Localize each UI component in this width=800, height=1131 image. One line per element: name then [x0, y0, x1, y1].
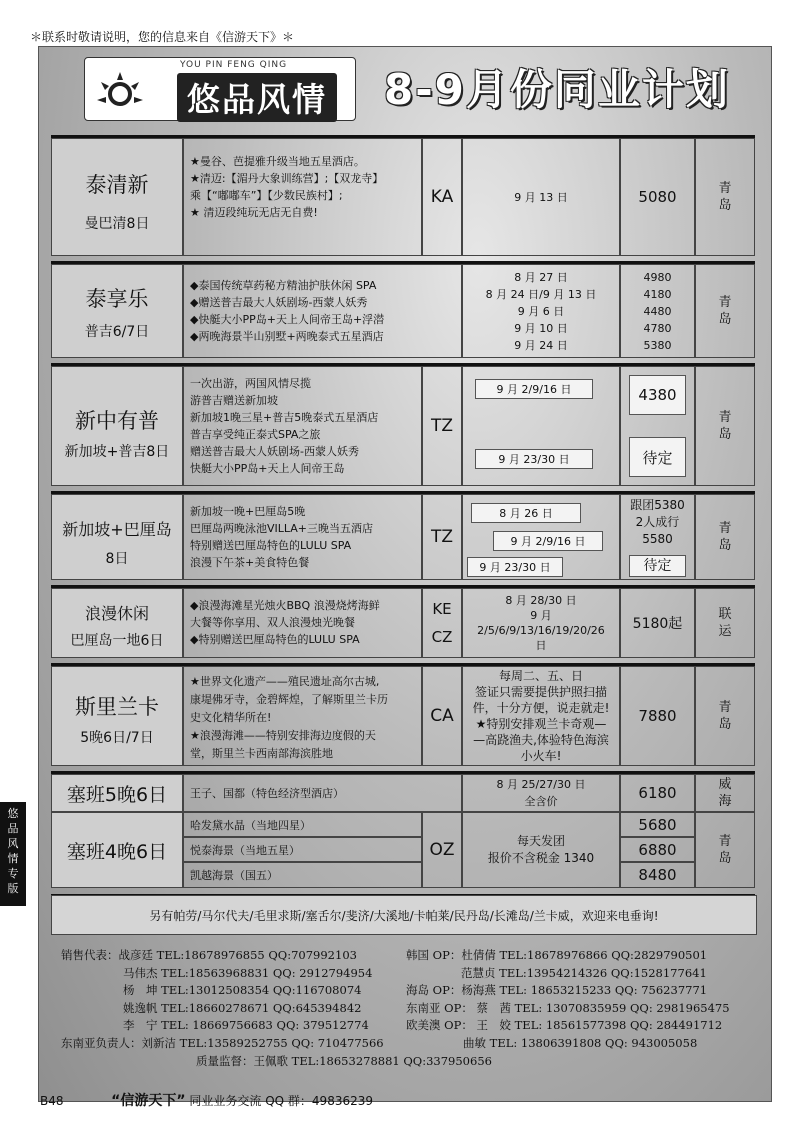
- page-number: B48: [40, 1094, 64, 1108]
- departure-dates: 8 月 28/30 日 9 月 2/5/6/9/13/16/19/20/26 日: [462, 588, 620, 658]
- contact-line: 东南亚 OP： 蔡 茜 TEL: 13070835959 QQ: 2981965475: [406, 1000, 730, 1015]
- group-text: 同业业务交流 QQ 群：49836239: [189, 1094, 374, 1108]
- airline-code: TZ: [422, 494, 462, 580]
- route-desc: ★曼谷、芭提雅升级当地五星酒店。 ★清迈:【湄丹大象训练营】;【双龙寺】 乘【“嘟嘟车”】【少数民族村】; ★ 清迈段纯玩无店无自费!: [183, 138, 422, 256]
- departure-dates: 9 月 13 日: [462, 138, 620, 256]
- route-row-xin-zhong-you-pu: [51, 363, 755, 495]
- prices: 跟团5380 2人成行 5580 待定: [620, 494, 695, 580]
- route-desc: 一次出游，两国风情尽揽 游普吉赠送新加坡 新加坡1晚三星+普吉5晚泰式五星酒店 普吉享受纯正泰式SPA之旅 赠送普吉最大人妖剧场-西蒙人妖秀 快艇大小PP岛+天上人间帝王岛: [183, 366, 422, 486]
- departure-city: 青岛: [695, 494, 755, 580]
- airline-code: KE CZ: [422, 588, 462, 658]
- price: 5080: [620, 138, 695, 256]
- departure-notes: 每周二、五、日 签证只需要提供护照扫描 件，十分方便，说走就走! ★特别安排观兰卡奇观— —高跷渔夫,体验特色海滨 小火车!: [462, 666, 620, 766]
- departure-city: 青岛: [695, 812, 755, 888]
- price: 5680: [620, 812, 695, 837]
- logo-subtitle: YOU PIN FENG QING: [180, 60, 288, 70]
- departure-dates: 8 月 26 日 9 月 2/9/16 日 9 月 23/30 日: [462, 494, 620, 580]
- route-desc: ★世界文化遗产——殖民遗址高尔古城, 康堤佛牙寺，金碧辉煌，了解斯里兰卡历 史文化精华所在! ★浪漫海滩——特别安排海边度假的天 堂，斯里兰卡西南部海滨胜地: [183, 666, 422, 766]
- price: 6180: [620, 774, 695, 812]
- route-row-saipan: [51, 771, 755, 897]
- contact-line: 范慧贞 TEL:13954214326 QQ:1528177641: [461, 965, 707, 980]
- top-note: ＊联系时敬请说明，您的信息来自《信游天下》＊: [30, 30, 295, 44]
- route-row-bali-romance: [51, 585, 755, 667]
- route-name-cell: 泰清新 曼巴清8日: [51, 138, 183, 256]
- route-name-cell: 新加坡+巴厘岛 8日: [51, 494, 183, 580]
- airline-code: KA: [422, 138, 462, 256]
- route-row-tai-qing-xin: [51, 135, 755, 265]
- route-row-tai-xiang-le: [51, 261, 755, 367]
- brand-name: “信游天下”: [111, 1093, 186, 1109]
- departure-city: 青岛: [695, 264, 755, 358]
- route-desc: 新加坡一晚+巴厘岛5晚 巴厘岛两晚泳池VILLA+三晚当五酒店 特别赠送巴厘岛特色的LULU SPA 浪漫下午茶+美食特色餐: [183, 494, 422, 580]
- logo: [84, 57, 356, 121]
- contact-line: 销售代表：战彦廷 TEL:18678976855 QQ:707992103: [61, 948, 357, 962]
- price: 5180起: [620, 588, 695, 658]
- route-row-singapore-bali: [51, 491, 755, 589]
- route-desc: ◆泰国传统草药秘方精油护肤休闲 SPA ◆赠送普吉最大人妖剧场-西蒙人妖秀 ◆快艇大小PP岛+天上人间帝王岛+浮潜 ◆两晚海景半山别墅+两晚泰式五星酒店: [183, 264, 462, 358]
- departure-dates: 8 月 27 日 8 月 24 日/9 月 13 日 9 月 6 日 9 月 10 日 9 月 24 日: [462, 264, 620, 358]
- side-tab: 悠 品 风 情 专 版: [0, 802, 26, 906]
- hotel-option: 哈发黛水晶（当地四星）: [183, 812, 422, 837]
- departure-city: 联运: [695, 588, 755, 658]
- departure-dates: 8 月 25/27/30 日 全含价: [462, 774, 620, 812]
- route-name-cell: 浪漫休闲 巴厘岛一地6日: [51, 588, 183, 658]
- route-desc: 王子、国都（特色经济型酒店）: [183, 774, 462, 812]
- contact-line: 马伟杰 TEL:18563968831 QQ: 2912794954: [123, 965, 373, 980]
- price: 7880: [620, 666, 695, 766]
- route-row-sri-lanka: [51, 663, 755, 775]
- contact-line: 东南亚负责人：刘新洁 TEL:13589252755 QQ: 710477566: [61, 1036, 384, 1050]
- route-name-cell: 新中有普 新加坡+普吉8日: [51, 366, 183, 486]
- airline-code: TZ: [422, 366, 462, 486]
- contact-line: 曲敏 TEL: 13806391808 QQ: 943005058: [463, 1036, 698, 1050]
- route-desc: ◆浪漫海滩星光烛火BBQ 浪漫烧烤海鲜 大餐等你享用、双人浪漫烛光晚餐 ◆特别赠送巴厘岛特色的LULU SPA: [183, 588, 422, 658]
- price: 6880: [620, 837, 695, 862]
- airline-code: OZ: [422, 812, 462, 888]
- hotel-option: 悦泰海景（当地五星）: [183, 837, 422, 862]
- contact-line: 姚逸帆 TEL:18660278671 QQ:645394842: [123, 1000, 362, 1015]
- headline: 8-9月份同业计划: [384, 65, 730, 114]
- prices: 4380 待定: [620, 366, 695, 486]
- page-footer: [40, 1090, 373, 1110]
- contact-line: 欧美澳 OP： 王 姣 TEL: 18561577398 QQ: 284491712: [406, 1018, 723, 1033]
- departure-city: 威海: [695, 774, 755, 812]
- airline-code: CA: [422, 666, 462, 766]
- contact-line: 杨 坤 TEL:13012508354 QQ:116708074: [123, 983, 362, 998]
- route-name-cell: 斯里兰卡 5晚6日/7日: [51, 666, 183, 766]
- departure-city: 青岛: [695, 138, 755, 256]
- route-name-cell: 塞班4晚6日: [51, 812, 183, 888]
- route-name-cell: 泰享乐 普吉6/7日: [51, 264, 183, 358]
- logo-name: 悠品风情: [177, 73, 337, 122]
- contact-line: 韩国 OP：杜倩倩 TEL:18678976866 QQ:2829790501: [406, 948, 708, 962]
- contact-line: 李 宁 TEL: 18669756683 QQ: 379512774: [123, 1018, 369, 1033]
- more-destinations: 另有帕劳/马尔代夫/毛里求斯/塞舌尔/斐济/大溪地/卡帕莱/民丹岛/长滩岛/兰卡威，欢迎来电垂询!: [51, 895, 757, 935]
- prices: 4980 4180 4480 4780 5380: [620, 264, 695, 358]
- departure-notes: 每天发团 报价不含税金 1340: [462, 812, 620, 888]
- hotel-option: 凯越海景（国五）: [183, 862, 422, 888]
- content-panel: [38, 46, 772, 1102]
- contact-line: 海岛 OP：杨海燕 TEL: 18653215233 QQ: 756237771: [406, 983, 708, 998]
- sun-icon: [93, 66, 147, 114]
- departure-dates: 9 月 2/9/16 日 9 月 23/30 日: [462, 366, 620, 486]
- departure-city: 青岛: [695, 666, 755, 766]
- price: 8480: [620, 862, 695, 888]
- route-name-cell: 塞班5晚6日: [51, 774, 183, 812]
- departure-city: 青岛: [695, 366, 755, 486]
- contact-line: 质量监督：王佩歌 TEL:18653278881 QQ:337950656: [196, 1053, 492, 1068]
